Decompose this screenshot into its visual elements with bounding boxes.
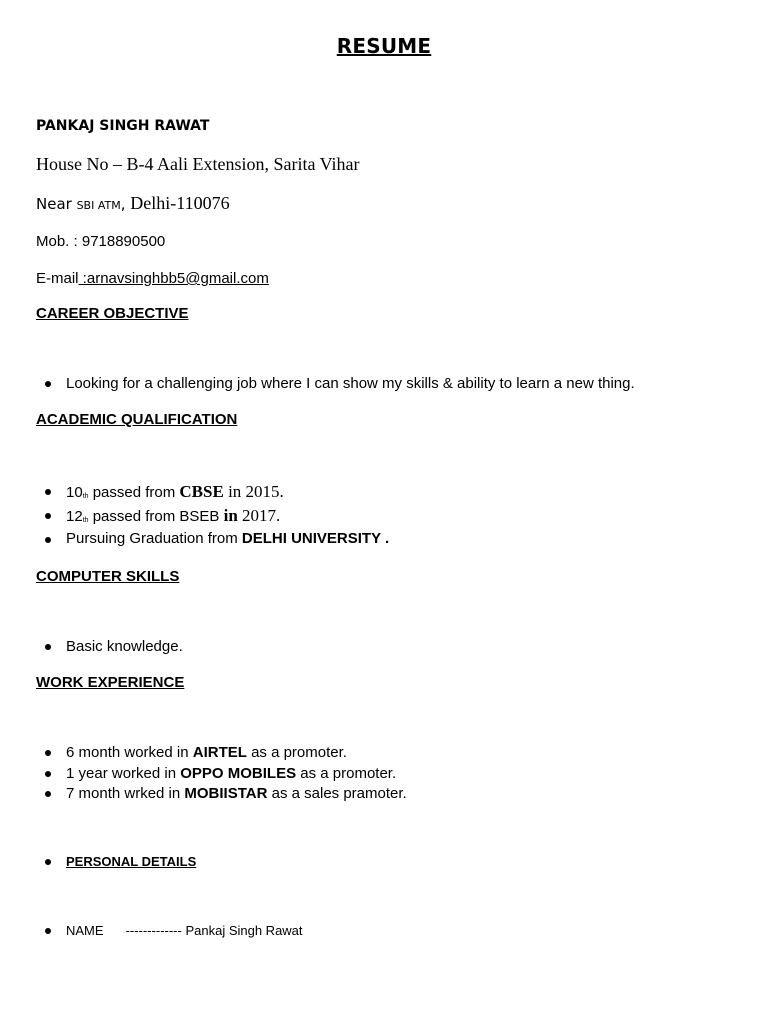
academic-year: 2017. xyxy=(237,506,281,525)
address-near: Near xyxy=(36,195,77,213)
career-objective-item: Looking for a challenging job where I can show my skills & ability to learn a new thing. xyxy=(66,375,635,392)
email-link[interactable]: :arnavsinghbb5@gmail.com xyxy=(78,270,269,287)
work-role: as a promoter. xyxy=(246,744,347,761)
ordinal-suffix: th xyxy=(82,493,89,500)
personal-name-row xyxy=(66,923,303,938)
academic-text: passed from BSEB xyxy=(88,508,224,525)
academic-in: in xyxy=(223,506,238,525)
academic-item-graduation xyxy=(66,530,389,547)
work-text: 6 month worked in xyxy=(66,744,193,761)
name-label: NAME xyxy=(66,923,104,938)
bullet-icon xyxy=(45,513,51,519)
applicant-name: PANKAJ SINGH RAWAT xyxy=(36,118,210,134)
mobile-number: Mob. : 9718890500 xyxy=(36,233,166,250)
bullet-icon xyxy=(45,381,51,387)
bullet-icon xyxy=(45,859,51,865)
work-item-oppo xyxy=(66,765,396,782)
bullet-icon xyxy=(45,928,51,934)
work-item-mobiistar xyxy=(66,785,407,802)
academic-text: passed from xyxy=(88,484,180,501)
address-city: Delhi-110076 xyxy=(130,193,230,213)
company-name: OPPO MOBILES xyxy=(180,765,297,782)
work-role: as a promoter. xyxy=(296,765,397,782)
company-name: MOBIISTAR xyxy=(184,785,268,802)
address-line-2 xyxy=(36,193,230,214)
university-name: DELHI UNIVERSITY . xyxy=(241,530,390,547)
work-text: 7 month wrked in xyxy=(66,785,185,802)
work-item-airtel xyxy=(66,744,347,761)
academic-qualification-heading: ACADEMIC QUALIFICATION xyxy=(36,411,238,428)
address-separator: , xyxy=(120,195,131,213)
email-label: E-mail xyxy=(36,270,79,287)
bullet-icon xyxy=(45,750,51,756)
email-line xyxy=(36,270,269,287)
bullet-icon xyxy=(45,489,51,495)
personal-details-heading: PERSONAL DETAILS xyxy=(66,854,197,869)
board-name: CBSE xyxy=(179,482,224,501)
bullet-icon xyxy=(45,771,51,777)
work-role: as a sales pramoter. xyxy=(267,785,407,802)
career-objective-heading: CAREER OBJECTIVE xyxy=(36,305,189,322)
academic-year: in 2015. xyxy=(223,482,284,501)
academic-text: Pursuing Graduation from xyxy=(66,530,242,547)
bullet-icon xyxy=(45,644,51,650)
company-name: AIRTEL xyxy=(192,744,247,761)
name-value: ------------- Pankaj Singh Rawat xyxy=(125,923,303,938)
class-number: 12 xyxy=(66,508,83,525)
academic-item-12th xyxy=(66,506,280,526)
academic-item-10th xyxy=(66,482,284,502)
work-experience-heading: WORK EXPERIENCE xyxy=(36,674,185,691)
computer-skills-heading: COMPUTER SKILLS xyxy=(36,568,180,585)
class-number: 10 xyxy=(66,484,83,501)
page-title: RESUME xyxy=(336,34,432,58)
address-sbi-atm: SBI ATM xyxy=(76,199,121,212)
bullet-icon xyxy=(45,791,51,797)
computer-skills-item: Basic knowledge. xyxy=(66,638,183,655)
work-text: 1 year worked in xyxy=(66,765,181,782)
address-line-1: House No – B-4 Aali Extension, Sarita Vihar xyxy=(36,154,360,174)
ordinal-suffix: th xyxy=(82,517,89,524)
bullet-icon xyxy=(45,537,51,543)
